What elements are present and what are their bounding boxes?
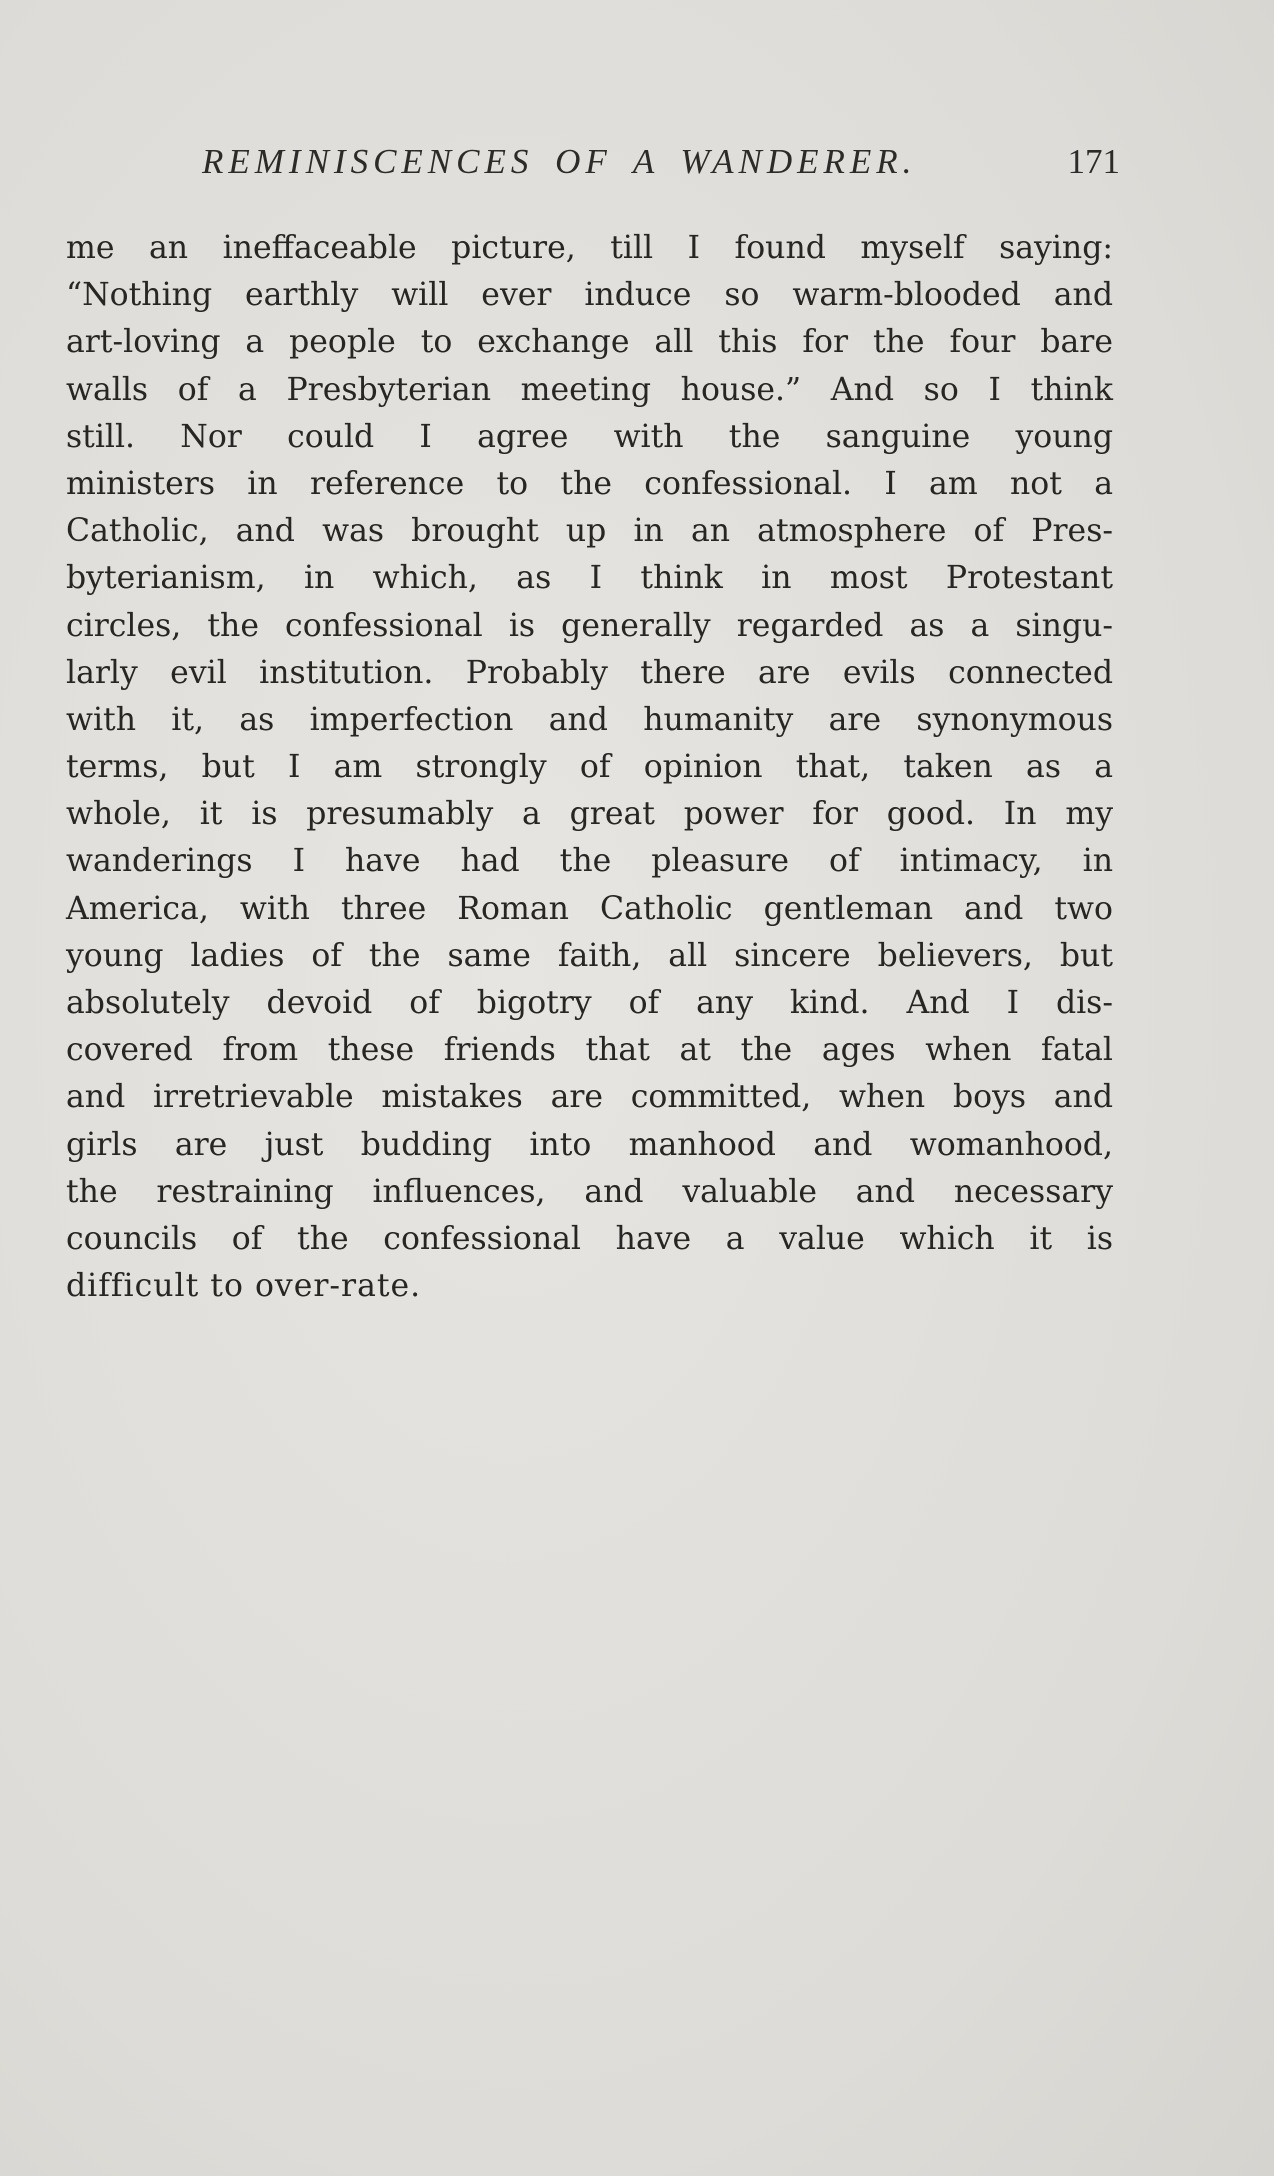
text-line: absolutely devoid of bigotry of any kind. And I dis- bbox=[66, 985, 1113, 1021]
text-line: with it, as imperfection and humanity are synonymous bbox=[66, 701, 1113, 738]
text-line: young ladies of the same faith, all sincere believers, but bbox=[66, 937, 1113, 974]
text-line: me an ineffaceable picture, till I found myself saying: bbox=[66, 230, 1113, 266]
text-line: art-loving a people to exchange all this for the four bare bbox=[66, 324, 1113, 361]
text-line: whole, it is presumably a great power for good. In my bbox=[66, 796, 1113, 833]
text-line: terms, but I am strongly of opinion that, taken as a bbox=[66, 749, 1113, 786]
running-title: REMINISCENCES OF A WANDERER. bbox=[202, 142, 917, 181]
text-line: America, with three Roman Catholic gentleman and two bbox=[66, 890, 1113, 927]
text-line: still. Nor could I agree with the sanguine young bbox=[66, 418, 1113, 455]
text-line: larly evil institution. Probably there are evils connected bbox=[66, 654, 1113, 691]
text-line: wanderings I have had the pleasure of intimacy, in bbox=[66, 843, 1113, 880]
text-line: Catholic, and was brought up in an atmosphere of Pres- bbox=[66, 513, 1113, 550]
text-line: “Nothing earthly will ever induce so warm-blooded and bbox=[66, 277, 1113, 314]
text-line: and irretrievable mistakes are committed, when boys and bbox=[66, 1079, 1113, 1116]
text-line: the restraining influences, and valuable and necessary bbox=[66, 1173, 1113, 1210]
text-line: councils of the confessional have a value which it is bbox=[66, 1220, 1113, 1257]
text-line: circles, the confessional is generally regarded as a singu- bbox=[66, 607, 1113, 644]
text-line: covered from these friends that at the ages when fatal bbox=[66, 1032, 1113, 1069]
text-line: ministers in reference to the confessional. I am not a bbox=[66, 465, 1113, 502]
page-number: 171 bbox=[1067, 142, 1120, 181]
text-line: girls are just budding into manhood and womanhood, bbox=[66, 1126, 1113, 1163]
text-line: walls of a Presbyterian meeting house.” And so I think bbox=[66, 371, 1113, 408]
text-line: difficult to over-rate. bbox=[66, 1268, 422, 1305]
page-header bbox=[64, 142, 1120, 192]
text-line: byterianism, in which, as I think in most Protestant bbox=[66, 560, 1113, 597]
body-text bbox=[66, 225, 1113, 1310]
